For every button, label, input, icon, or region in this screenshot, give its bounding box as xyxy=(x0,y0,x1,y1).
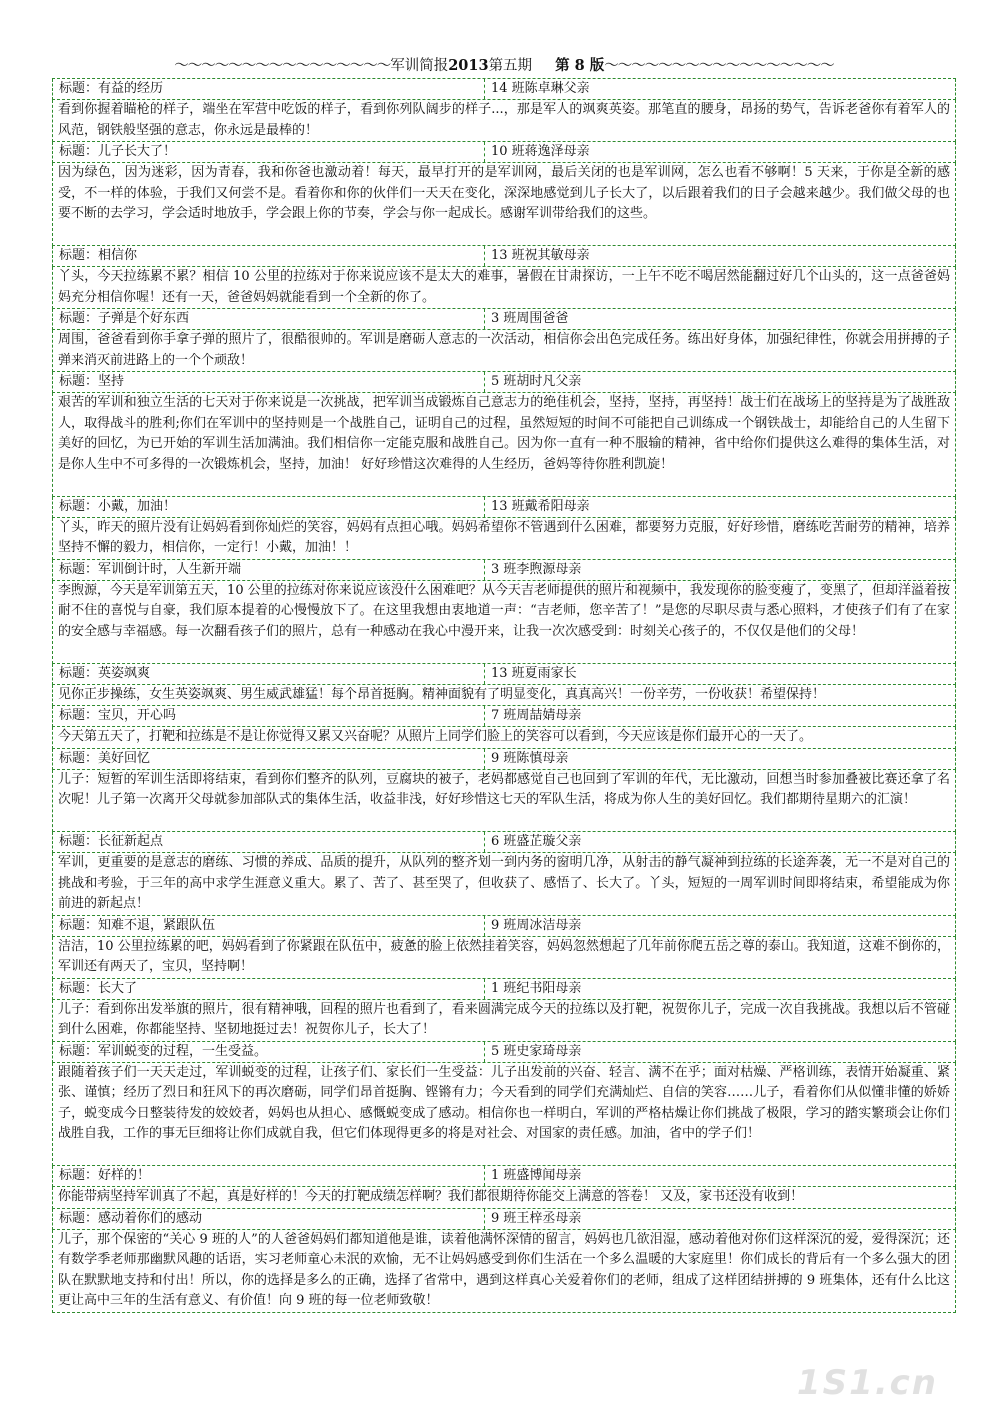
entry-body: 儿子，那个保密的“关心 9 班的人”的人爸爸妈妈们都知道他是谁，读着他满怀深情的留言，妈妈也几欲泪湿，感动着他对你们这样深沉的爱，爱得深沉；还有数学季老师那幽默风趣的话语，实习老师童心未泯的欢愉，无不让妈妈感受到你们生活在一个多么温暖的大家庭里！你们成长的背后有一个多么强大的团队在默默地支持和付出！所以，你的选择是多么的正确，选择了省常中，遇到这样真心关爱着你们的老师，组成了这样团结拼搏的 9 班集体，还有什么比这更让高中三年的生活有意义、有价值！向 9 班的每一位老师致敬！ xyxy=(52,1230,956,1313)
header-wave-right: ～～～～～～～～～～～～～～～～～ xyxy=(604,58,834,74)
entry-title: 标题：长大了 xyxy=(53,979,485,999)
message-board xyxy=(52,78,956,1313)
entry-body: 今天第五天了，打靶和拉练是不是让你觉得又累又兴奋呢？从照片上同学们脸上的笑容可以看到，今天应该是你们最开心的一天了。 xyxy=(52,727,956,749)
entry-title-row xyxy=(52,706,956,727)
entry-title: 标题：小戴，加油！ xyxy=(53,497,485,517)
entry-author: 13 班祝其敏母亲 xyxy=(491,248,590,263)
entry-title: 标题：宝贝，开心吗 xyxy=(53,706,485,726)
entry-title-row xyxy=(52,142,956,163)
entry-title: 标题：感动着你们的感动 xyxy=(53,1209,485,1229)
entry-title-row xyxy=(52,1166,956,1187)
entry-body: 洁洁，10 公里拉练累的吧，妈妈看到了你紧跟在队伍中，疲惫的脸上依然挂着笑容，妈妈忽然想起了几年前你爬五岳之尊的泰山。我知道，这难不倒你的，军训还有两天了，宝贝，坚持啊！ xyxy=(52,937,956,979)
entry-author: 9 班周冰洁母亲 xyxy=(491,917,582,933)
entry-body: 因为绿色，因为迷彩，因为青春，我和你爸也激动着！每天，最早打开的是军训网，最后关闭的也是军训网，怎么也看不够啊！5 天来，于你是全新的感受，不一样的体验，于我们又何尝不是。看着你和你的伙伴们一天天在变化，深深地感觉到儿子长大了，以后跟着我们的日子会越来越少。我们做父母的也要不断的去学习，学会适时地放手，学会跟上你的节奏，学会与你一起成长。感谢军训带给我们的这些。 xyxy=(52,163,956,246)
message-entry xyxy=(52,560,956,664)
entry-author: 1 班盛博闻母亲 xyxy=(491,1168,582,1183)
page-header xyxy=(52,54,956,78)
entry-title: 标题：长征新起点 xyxy=(53,832,485,852)
entry-title-row xyxy=(52,916,956,937)
message-entry xyxy=(52,749,956,833)
entry-author: 3 班周围爸爸 xyxy=(491,311,569,326)
entry-body: 丫头，今天拉练累不累？相信 10 公里的拉练对于你来说应该不是太大的难事，暑假在甘肃探访，一上午不吃不喝居然能翻过好几个山头的，这一点爸爸妈妈充分相信你喔！还有一天，爸爸妈妈就能看到一个全新的你了。 xyxy=(52,267,956,309)
entry-title: 标题：有益的经历 xyxy=(53,79,485,99)
message-entry xyxy=(52,142,956,246)
entry-author: 6 班盛芷璇父亲 xyxy=(491,834,582,849)
entry-body: 儿子：短暂的军训生活即将结束，看到你们整齐的队列，豆腐块的被子，老妈都感觉自己也回到了军训的年代，无比激动，回想当时参加叠被比赛还拿了名次呢！儿子第一次离开父母就参加部队式的集体生活，收益非浅，好好珍惜这七天的军队生活，将成为你人生的美好回忆。我们都期待星期六的汇演！ xyxy=(52,770,956,833)
message-entry xyxy=(52,832,956,916)
header-page: 第 8 版 xyxy=(555,57,605,74)
entry-body: 军训，更重要的是意志的磨练、习惯的养成、品质的提升，从队列的整齐划一到内务的窗明几净，从射击的静气凝神到拉练的长途奔袭，无一不是对自己的挑战和考验，于三年的高中求学生涯意义重大。累了、苦了、甚至哭了，但收获了、感悟了、长大了。丫头，短短的一周军训时间即将结束，希望能成为你前进的新起点！ xyxy=(52,853,956,916)
message-entry xyxy=(52,1042,956,1167)
entry-title-row xyxy=(52,309,956,330)
entry-body: 你能带病坚持军训真了不起，真是好样的！今天的打靶成绩怎样啊？我们都很期待你能交上满意的答卷！ 又及，家书还没有收到！ xyxy=(52,1187,956,1209)
entry-title: 标题：儿子长大了！ xyxy=(53,142,485,162)
header-title: 军训简报 xyxy=(390,58,449,74)
entry-title: 标题：坚持 xyxy=(53,372,485,392)
entry-body: 艰苦的军训和独立生活的七天对于你来说是一次挑战，把军训当成锻炼自己意志力的绝佳机会，坚持，坚持，再坚持！战士们在战场上的坚持是为了战胜敌人，取得战斗的胜利;你们在军训中的坚持则是一个战胜自己，证明自己的过程，虽然短短的时间不可能把自己训练成一个钢铁战士，却能给自己的人生留下美好的回忆，为已开始的军训生活加满油。我们相信你一定能克服和战胜自己。因为你一直有一种不服输的精神，省中给你们提供这么难得的集体生活，对是你人生中不可多得的一次锻炼机会，坚持，加油！ 好好珍惜这次难得的人生经历，爸妈等待你胜利凯旋！ xyxy=(52,393,956,497)
entry-body: 跟随着孩子们一天天走过，军训蜕变的过程，让孩子们、家长们一生受益：儿子出发前的兴奋、轻言、满不在乎；面对枯燥、严格训练，表情开始凝重、紧张、谨慎；经历了烈日和狂风下的再次磨砺，同学们昂首挺胸、铿锵有力；今天看到的同学们充满灿烂、自信的笑容……儿子，看着你们从似懂非懂的娇娇子，蜕变成今日整装待发的姣姣者，妈妈也从担心、感慨蜕变成了感动。相信你也一样明白，军训的严格枯燥让你们挑战了极限，学习的踏实繁琐会让你们战胜自我，工作的事无巨细将让你们成就自我，但它们体现得更多的将是对社会、对国家的责任感。加油，省中的学子们！ xyxy=(52,1063,956,1167)
entry-title-row xyxy=(52,832,956,853)
entry-title-row xyxy=(52,497,956,518)
entry-title-row xyxy=(52,79,956,100)
entry-title-row xyxy=(52,979,956,1000)
header-issue: 第五期 xyxy=(488,58,533,74)
entry-title: 标题：知难不退，紧跟队伍 xyxy=(53,916,485,936)
entry-title: 标题：子弹是个好东西 xyxy=(53,309,485,329)
message-entry xyxy=(52,246,956,309)
entry-title-row xyxy=(52,664,956,685)
message-entry xyxy=(52,916,956,979)
entry-title: 标题：美好回忆 xyxy=(53,749,485,769)
entry-title: 标题：英姿飒爽 xyxy=(53,664,485,684)
entry-body: 周围，爸爸看到你手拿子弹的照片了，很酷很帅的。军训是磨砺人意志的一次活动，相信你会出色完成任务。练出好身体，加强纪律性，你就会用拼搏的子弹来消灭前进路上的一个个顽敌！ xyxy=(52,330,956,372)
entry-title-row xyxy=(52,1042,956,1063)
entry-body: 见你正步操练，女生英姿飒爽、男生威武雄猛！每个昂首挺胸。精神面貌有了明显变化，真真高兴！一份辛劳，一份收获！希望保持！ xyxy=(52,685,956,707)
entry-author: 10 班蒋逸泽母亲 xyxy=(491,144,590,159)
entry-author: 5 班胡时凡父亲 xyxy=(491,374,582,389)
message-entry xyxy=(52,979,956,1042)
entry-title-row xyxy=(52,372,956,393)
entry-title-row xyxy=(52,1209,956,1230)
entry-author: 3 班李煦源母亲 xyxy=(491,561,582,577)
message-entry xyxy=(52,1209,956,1313)
entry-author: 9 班王梓丞母亲 xyxy=(491,1210,582,1226)
entry-title: 标题：军训倒计时，人生新开端 xyxy=(53,560,485,580)
entry-author: 13 班夏雨家长 xyxy=(491,665,577,681)
entry-author: 9 班陈慎母亲 xyxy=(491,750,569,766)
message-entry xyxy=(52,664,956,707)
message-entry xyxy=(52,79,956,142)
entry-title-row xyxy=(52,749,956,770)
message-entry xyxy=(52,706,956,749)
header-year: 2013 xyxy=(448,57,489,74)
entry-title-row xyxy=(52,560,956,581)
entry-author: 13 班戴希阳母亲 xyxy=(491,498,590,514)
entry-title-row xyxy=(52,246,956,267)
entry-author: 1 班纪书阳母亲 xyxy=(491,980,582,996)
entry-title: 标题：军训蜕变的过程，一生受益。 xyxy=(53,1042,485,1062)
message-entry xyxy=(52,497,956,560)
entry-author: 14 班陈卓琳父亲 xyxy=(491,81,590,96)
entry-body: 李煦源，今天是军训第五天，10 公里的拉练对你来说应该没什么困难吧？从今天吉老师提供的照片和视频中，我发现你的脸变瘦了，变黑了，但却洋溢着按耐不住的喜悦与自豪，我们原本提着的心慢慢放下了。在这里我想由衷地道一声：“吉老师，您辛苦了！”是您的尽职尽责与悉心照料，才使孩子们有了在家的安全感与幸福感。每一次翻看孩子们的照片，总有一种感动在我心中漫开来，让我一次次感受到：时刻关心孩子的，不仅仅是他们的父母！ xyxy=(52,581,956,664)
entry-body: 看到你握着瞄枪的样子，端坐在军营中吃饭的样子，看到你列队阔步的样子...，那是军人的飒爽英姿。那笔直的腰身，昂扬的势气，告诉老爸你有着军人的风范，钢铁般坚强的意志，你永远是最棒的！ xyxy=(52,100,956,142)
entry-body: 丫头，昨天的照片没有让妈妈看到你灿烂的笑容，妈妈有点担心哦。妈妈希望你不管遇到什么困难，都要努力克服，好好珍惜，磨练吃苦耐劳的精神，培养坚持不懈的毅力，相信你，一定行！小戴，加油！！ xyxy=(52,518,956,560)
message-entry xyxy=(52,1166,956,1209)
site-watermark: 1S1.cn xyxy=(796,1363,938,1403)
header-wave-left: ～～～～～～～～～～～～～～～～ xyxy=(174,58,391,74)
entry-title: 标题：相信你 xyxy=(53,246,485,266)
entry-author: 7 班周喆婧母亲 xyxy=(491,708,582,723)
entry-title: 标题：好样的！ xyxy=(53,1166,485,1186)
entry-body: 儿子：看到你出发举旗的照片，很有精神哦，回程的照片也看到了，看来圆满完成今天的拉练以及打靶，祝贺你儿子，完成一次自我挑战。我想以后不管碰到什么困难，你都能坚持、坚韧地挺过去！祝贺你儿子，长大了！ xyxy=(52,1000,956,1042)
message-entry xyxy=(52,309,956,372)
entry-author: 5 班史家琦母亲 xyxy=(491,1043,582,1059)
message-entry xyxy=(52,372,956,497)
